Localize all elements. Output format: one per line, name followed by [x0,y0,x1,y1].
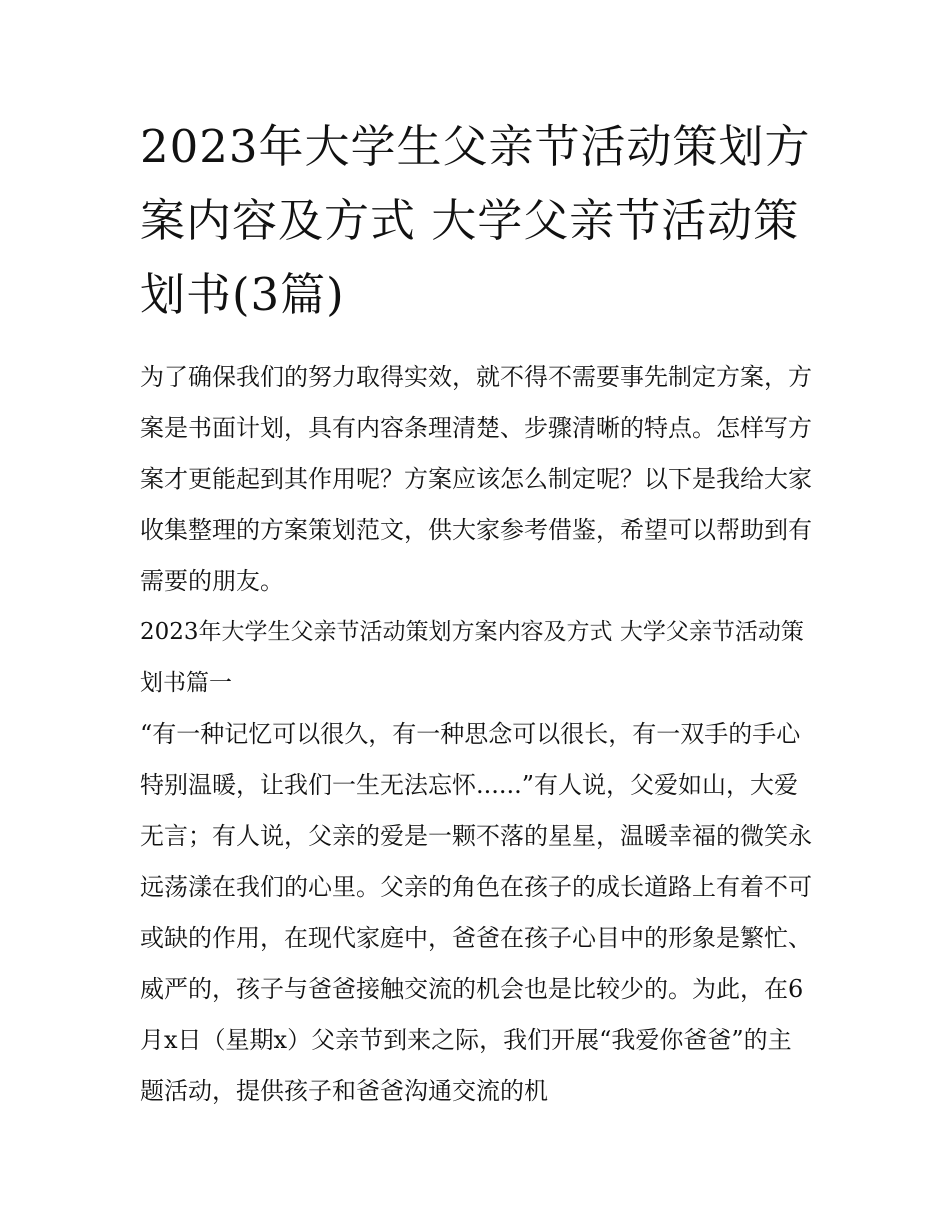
body-paragraph: “有一种记忆可以很久，有一种思念可以很长，有一双手的手心特别温暖，让我们一生无法忘怀......”有人说，父爱如山，大爱无言；有人说，父亲的爱是一颗不落的星星，温暖幸福的微笑永远荡漾在我们的心里。父亲的角色在孩子的成长道路上有着不可或缺的作用，在现代家庭中，爸爸在孩子心目中的形象是繁忙、威严的，孩子与爸爸接触交流的机会也是比较少的。为此，在6月x日（星期x）父亲节到来之际，我们开展“我爱你爸爸”的主题活动，提供孩子和爸爸沟通交流的机 [140,720,812,1105]
section-heading: 2023年大学生父亲节活动策划方案内容及方式 大学父亲节活动策划书篇一 [140,619,804,696]
document-title: 2023年大学生父亲节活动策划方案内容及方式 大学父亲节活动策划书(3篇) [140,120,811,321]
document-body [140,352,814,1117]
intro-paragraph: 为了确保我们的努力取得实效，就不得不需要事先制定方案，方案是书面计划，具有内容条理清楚、步骤清晰的特点。怎样写方案才更能起到其作用呢？方案应该怎么制定呢？以下是我给大家收集整理的方案策划范文，供大家参考借鉴，希望可以帮助到有需要的朋友。 [140,363,812,595]
